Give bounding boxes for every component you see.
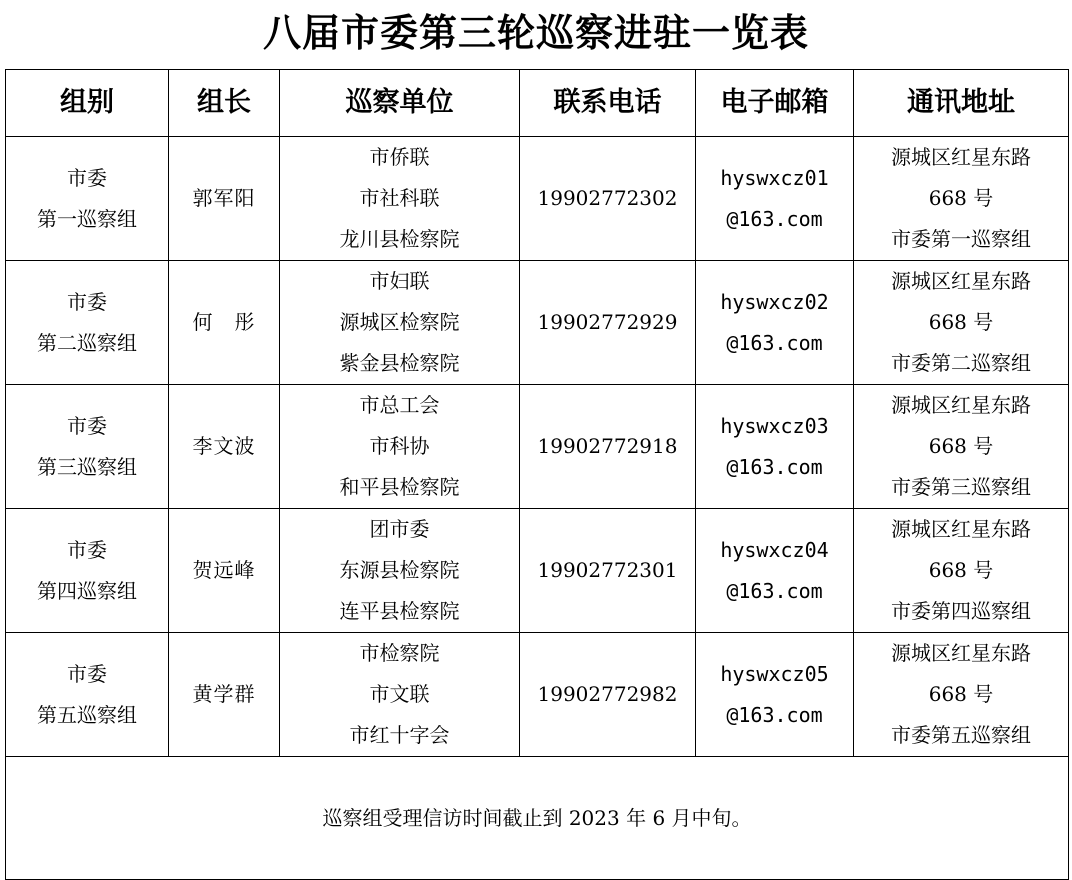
address-line: 668 号 <box>928 558 994 582</box>
group-line: 市委 <box>67 537 107 562</box>
address-line: 市委第五巡察组 <box>891 723 1031 747</box>
phone-cell: 19902772302 <box>520 137 696 261</box>
group-cell <box>6 261 169 385</box>
email-line: hyswxcz04 <box>720 537 829 562</box>
unit-line: 市红十字会 <box>349 723 450 747</box>
phone-cell: 19902772918 <box>520 385 696 509</box>
address-cell <box>854 137 1069 261</box>
header-group: 组别 <box>6 70 169 137</box>
email-line: hyswxcz01 <box>720 165 829 190</box>
address-line: 668 号 <box>928 682 994 706</box>
units-cell <box>280 137 520 261</box>
units-cell <box>280 633 520 757</box>
header-leader: 组长 <box>169 70 280 137</box>
address-cell <box>854 261 1069 385</box>
email-line: @163.com <box>726 206 823 231</box>
unit-line: 东源县检察院 <box>339 558 460 582</box>
leader-cell: 贺远峰 <box>169 509 280 633</box>
table-row <box>6 137 1069 261</box>
address-line: 市委第二巡察组 <box>891 351 1031 375</box>
unit-line: 市文联 <box>369 682 430 706</box>
phone-cell: 19902772982 <box>520 633 696 757</box>
unit-line: 市侨联 <box>369 145 430 169</box>
group-line: 市委 <box>67 661 107 686</box>
address-line: 源城区红星东路 <box>891 641 1031 665</box>
email-cell <box>696 509 854 633</box>
leader-cell: 李文波 <box>169 385 280 509</box>
group-line: 第四巡察组 <box>37 578 137 603</box>
email-cell <box>696 633 854 757</box>
header-phone: 联系电话 <box>520 70 696 137</box>
group-line: 第一巡察组 <box>37 206 137 231</box>
address-line: 源城区红星东路 <box>891 145 1031 169</box>
email-cell <box>696 261 854 385</box>
email-line: @163.com <box>726 702 823 727</box>
unit-line: 龙川县检察院 <box>339 227 460 251</box>
email-line: @163.com <box>726 578 823 603</box>
group-cell <box>6 633 169 757</box>
unit-line: 团市委 <box>369 517 430 541</box>
leader-cell: 何 彤 <box>169 261 280 385</box>
group-line: 第五巡察组 <box>37 702 137 727</box>
group-cell <box>6 137 169 261</box>
email-line: hyswxcz05 <box>720 661 829 686</box>
group-cell <box>6 385 169 509</box>
group-line: 第三巡察组 <box>37 454 137 479</box>
address-line: 源城区红星东路 <box>891 517 1031 541</box>
footnote-row <box>6 757 1069 880</box>
unit-line: 和平县检察院 <box>339 475 460 499</box>
unit-line: 市总工会 <box>359 393 440 417</box>
phone-cell: 19902772929 <box>520 261 696 385</box>
header-address: 通讯地址 <box>854 70 1069 137</box>
address-cell <box>854 633 1069 757</box>
table-row <box>6 509 1069 633</box>
header-units: 巡察单位 <box>280 70 520 137</box>
units-cell <box>280 509 520 633</box>
unit-line: 市妇联 <box>369 269 430 293</box>
unit-line: 连平县检察院 <box>339 599 460 623</box>
group-line: 市委 <box>67 165 107 190</box>
page-title: 八届市委第三轮巡察进驻一览表 <box>262 11 809 55</box>
address-line: 源城区红星东路 <box>891 269 1031 293</box>
group-line: 市委 <box>67 413 107 438</box>
address-line: 668 号 <box>928 310 994 334</box>
table-row <box>6 633 1069 757</box>
unit-line: 市社科联 <box>359 186 440 210</box>
address-line: 668 号 <box>928 434 994 458</box>
address-line: 668 号 <box>928 186 994 210</box>
email-line: @163.com <box>726 330 823 355</box>
inspection-table <box>5 69 1069 880</box>
units-cell <box>280 385 520 509</box>
phone-cell: 19902772301 <box>520 509 696 633</box>
header-email: 电子邮箱 <box>696 70 854 137</box>
address-line: 市委第四巡察组 <box>891 599 1031 623</box>
group-line: 第二巡察组 <box>37 330 137 355</box>
email-line: hyswxcz03 <box>720 413 829 438</box>
address-line: 市委第三巡察组 <box>891 475 1031 499</box>
email-cell <box>696 137 854 261</box>
group-cell <box>6 509 169 633</box>
email-cell <box>696 385 854 509</box>
unit-line: 紫金县检察院 <box>339 351 460 375</box>
footnote: 巡察组受理信访时间截止到 2023 年 6 月中旬。 <box>6 757 1069 880</box>
table-row <box>6 385 1069 509</box>
address-line: 源城区红星东路 <box>891 393 1031 417</box>
leader-cell: 郭军阳 <box>169 137 280 261</box>
header-row <box>6 70 1069 137</box>
email-line: @163.com <box>726 454 823 479</box>
table-row <box>6 261 1069 385</box>
leader-cell: 黄学群 <box>169 633 280 757</box>
units-cell <box>280 261 520 385</box>
group-line: 市委 <box>67 289 107 314</box>
unit-line: 市科协 <box>369 434 430 458</box>
unit-line: 源城区检察院 <box>339 310 460 334</box>
address-cell <box>854 509 1069 633</box>
unit-line: 市检察院 <box>359 641 440 665</box>
address-line: 市委第一巡察组 <box>891 227 1031 251</box>
address-cell <box>854 385 1069 509</box>
email-line: hyswxcz02 <box>720 289 829 314</box>
